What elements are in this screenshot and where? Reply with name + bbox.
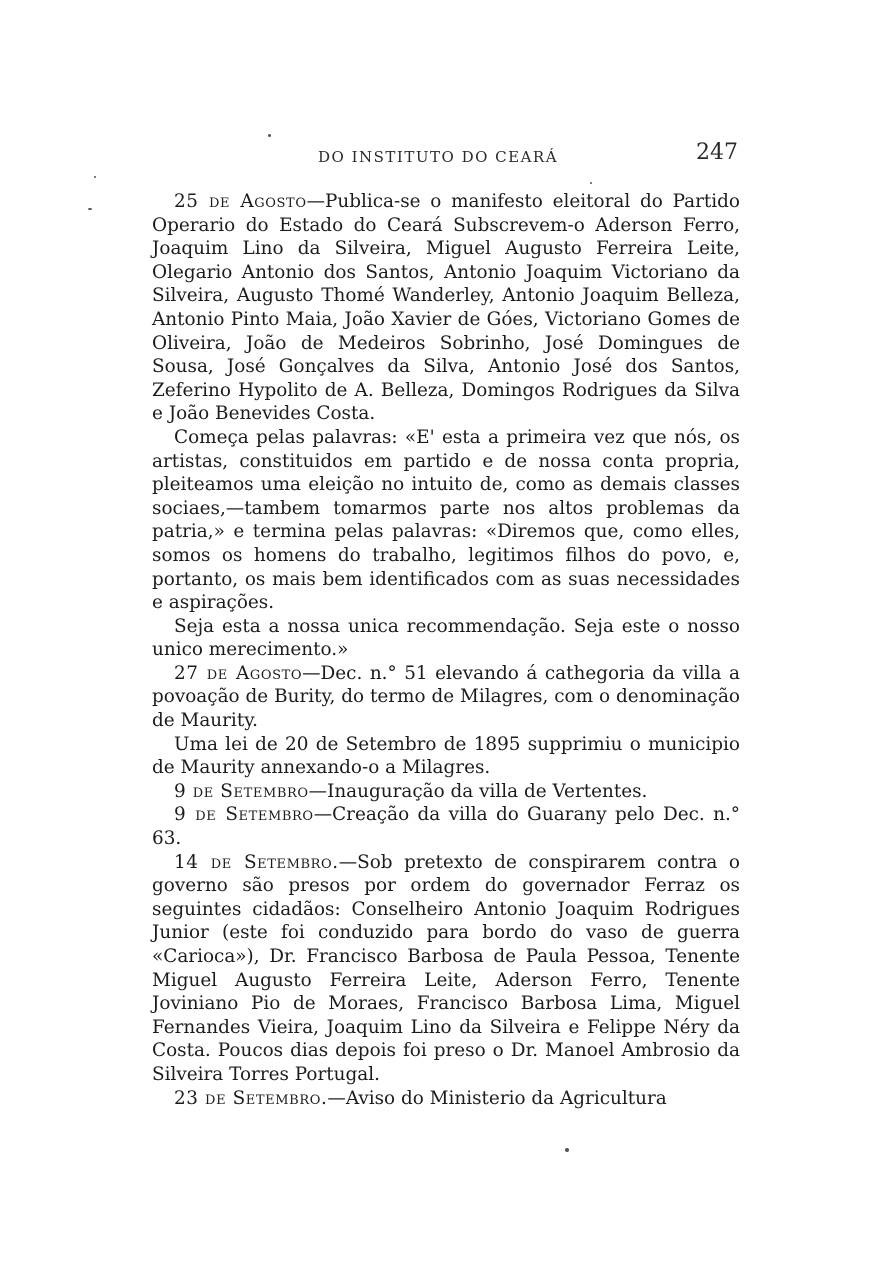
entry-text: Começa pelas palavras: «E' esta a primeira vez que nós, os artistas, constituidos em partido e de nossa conta propria, pleiteamos uma eleição no intuito de, como as demais classes sociaes,—tambem tomarmos parte nos altos problemas da patria,» e termina pelas palavras: «Diremos que, como elles, somos os homens do trabalho, legitimos filhos do povo, e, portanto, os mais bem identificados com as suas necessidades e aspirações. [152,426,740,614]
paragraph-23-setembro [152,1087,740,1111]
paragraph-9-setembro-vertentes [152,780,740,804]
paragraph-14-setembro [152,851,740,1087]
scan-speck [88,208,92,210]
entry-date: 9 de Setembro [174,804,314,826]
scan-speck [94,176,96,178]
entry-date: 9 de Setembro [174,780,309,802]
entry-date: 27 de Agosto [174,662,303,684]
entry-text: Uma lei de 20 de Setembro de 1895 supprimiu o municipio de Maurity annexando-o a Milagres. [152,733,740,779]
paragraph-9-setembro-guarany [152,803,740,850]
page-number: 247 [696,140,738,165]
scan-speck [565,1148,569,1152]
entry-text: —Creação da villa do Guarany pelo Dec. n.° 63. [152,804,740,850]
entry-text: —Aviso do Ministerio da Agricultura [327,1087,667,1109]
running-title: DO INSTITUTO DO CEARÁ [318,148,559,166]
entry-date: 25 de Agosto [174,191,307,212]
page-header [150,140,750,180]
scan-speck [268,134,271,137]
entry-text: Seja esta a nossa unica recommendação. Seja este o nosso unico merecimento.» [152,615,740,661]
entry-date: 14 de Setembro. [174,851,339,873]
scan-speck [590,182,592,184]
body-text [152,190,740,1110]
entry-text: —Publica-se o manifesto eleitoral do Partido Operario do Estado do Ceará Subscrevem-o Aderson Ferro, Joaquim Lino da Silveira, Miguel Augusto Ferreira Leite, Olegario Antonio dos Santos, Antonio Joaquim Victoriano da Silveira, Augusto Thomé Wanderley, Antonio Joaquim Belleza, Antonio Pinto Maia, João Xavier de Góes, Victoriano Gomes de Oliveira, João de Medeiros Sobrinho, José Domingues de Sousa, José Gonçalves da Silva, Antonio José dos Santos, Zeferino Hypolito de A. Belleza, Domingos Rodrigues da Silva e João Benevides Costa. [152,191,740,425]
paragraph-27-agosto [152,662,740,733]
entry-text: —Sob pretexto de conspirarem contra o governo são presos por ordem do governador Ferraz os seguintes cidadãos: Conselheiro Antonio Joaquim Rodrigues Junior (este foi conduzido para bordo do vaso de guerra «Carioca»), Dr. Francisco Barbosa de Paula Pessoa, Tenente Miguel Augusto Ferreira Leite, Aderson Ferro, Tenente Joviniano Pio de Moraes, Francisco Barbosa Lima, Miguel Fernandes Vieira, Joaquim Lino da Silveira e Felippe Néry da Costa. Poucos dias depois foi preso o Dr. Manoel Ambrosio da Silveira Torres Portugal. [152,851,740,1085]
paragraph-25-agosto [152,190,740,426]
paragraph-manifesto-quote [152,426,740,615]
paragraph-manifesto-end [152,615,740,662]
paragraph-maurity-law [152,733,740,780]
entry-date: 23 de Setembro. [174,1087,328,1109]
entry-text: —Inauguração da villa de Vertentes. [308,780,648,802]
entry-text: —Dec. n.° 51 elevando á cathegoria da villa a povoação de Burity, do termo de Milagres, com o denominação de Maurity. [152,662,740,732]
